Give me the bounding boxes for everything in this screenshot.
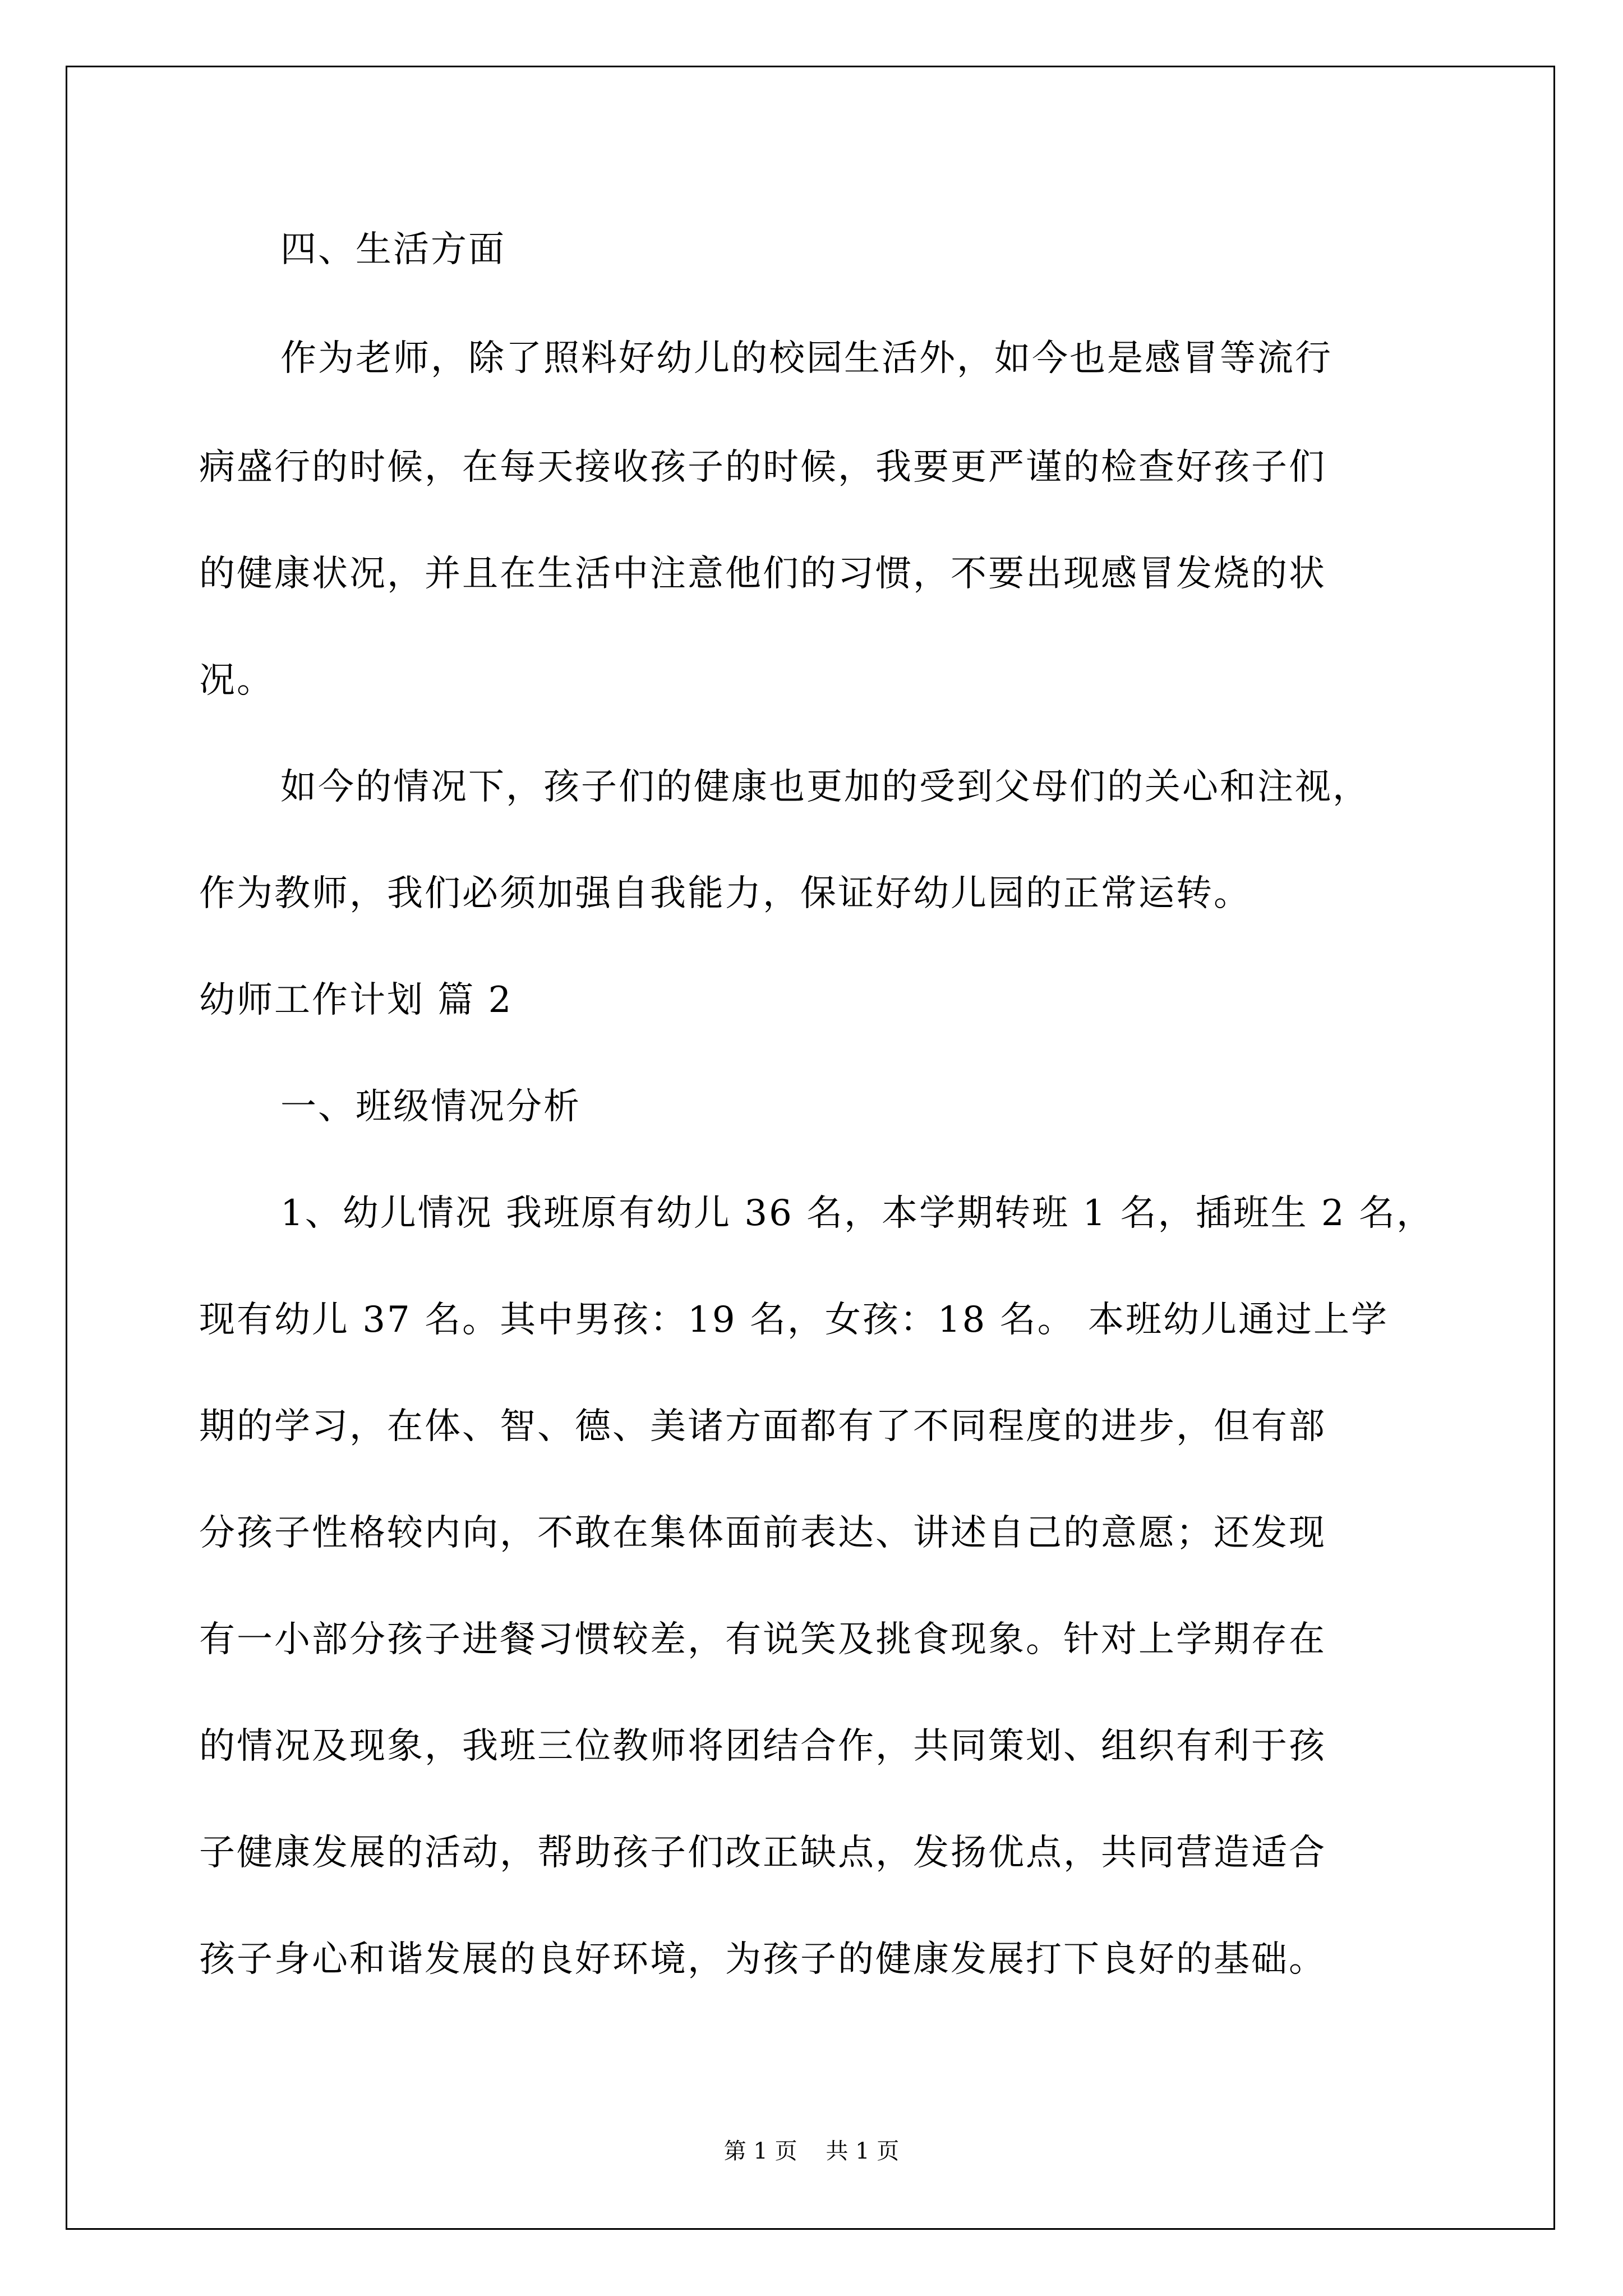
article-title: 幼师工作计划 篇 2 xyxy=(199,979,513,1021)
section-heading-class-analysis: 一、班级情况分析 xyxy=(280,1086,581,1128)
paragraph-line: 的情况及现象，我班三位教师将团结合作，共同策划、组织有利于孩 xyxy=(199,1726,1326,1767)
paragraph-line: 1、幼儿情况 我班原有幼儿 36 名，本学期转班 1 名，插班生 2 名， xyxy=(280,1193,1434,1234)
paragraph-line: 的健康状况，并且在生活中注意他们的习惯，不要出现感冒发烧的状 xyxy=(199,553,1326,595)
page-number-footer: 第 1 页 共 1 页 xyxy=(723,2138,900,2164)
paragraph-line: 病盛行的时候，在每天接收孩子的时候，我要更严谨的检查好孩子们 xyxy=(199,447,1326,488)
paragraph-line: 分孩子性格较内向，不敢在集体面前表达、讲述自己的意愿；还发现 xyxy=(199,1512,1326,1554)
paragraph-line: 孩子身心和谐发展的良好环境，为孩子的健康发展打下良好的基础。 xyxy=(199,1939,1326,1980)
page-border xyxy=(66,66,1555,2230)
paragraph-line: 子健康发展的活动，帮助孩子们改正缺点，发扬优点，共同营造适合 xyxy=(199,1832,1326,1874)
paragraph-line: 作为老师，除了照料好幼儿的校园生活外，如今也是感冒等流行 xyxy=(280,338,1332,379)
paragraph-line: 现有幼儿 37 名。其中男孩：19 名，女孩：18 名。 本班幼儿通过上学 xyxy=(199,1299,1389,1341)
paragraph-line: 如今的情况下，孩子们的健康也更加的受到父母们的关心和注视， xyxy=(280,766,1370,808)
paragraph-line: 期的学习，在体、智、德、美诸方面都有了不同程度的进步，但有部 xyxy=(199,1406,1326,1447)
section-heading-life: 四、生活方面 xyxy=(280,229,506,270)
paragraph-line: 况。 xyxy=(199,660,274,701)
paragraph-line: 有一小部分孩子进餐习惯较差，有说笑及挑食现象。针对上学期存在 xyxy=(199,1619,1326,1660)
paragraph-line: 作为教师，我们必须加强自我能力，保证好幼儿园的正常运转。 xyxy=(199,873,1251,914)
